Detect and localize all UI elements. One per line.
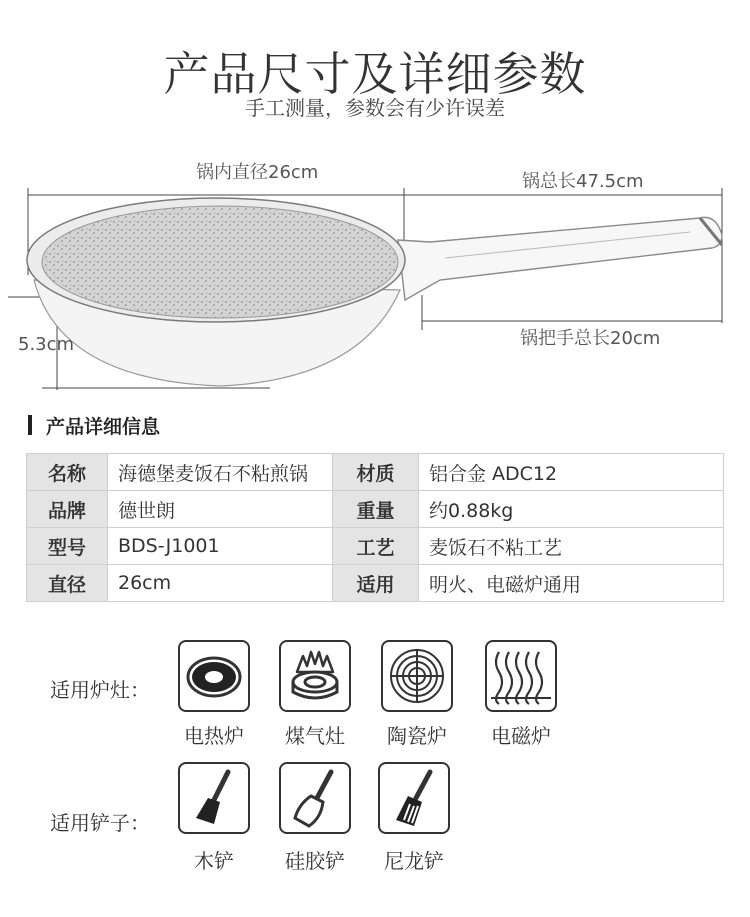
electric-hotplate-icon: [178, 640, 250, 712]
spec-value: 铝合金 ADC12: [419, 454, 724, 491]
details-heading-text: 产品详细信息: [46, 415, 161, 438]
spatula-label: 硅胶铲: [285, 849, 345, 873]
spec-key: 品牌: [27, 491, 108, 528]
ceramic-cooktop-icon: [381, 640, 453, 712]
spec-value: 明火、电磁炉通用: [419, 565, 724, 602]
pan-cooking-surface: [42, 206, 398, 318]
spec-value: 麦饭石不粘工艺: [419, 528, 724, 565]
spec-value: 26cm: [108, 565, 333, 602]
handle-length-label: 锅把手总长20cm: [520, 328, 661, 349]
spec-key: 适用: [333, 565, 419, 602]
table-row: [27, 454, 724, 491]
details-section-heading: [28, 412, 160, 438]
spec-value: 德世朗: [108, 491, 333, 528]
pan-handle: [398, 217, 722, 300]
total-length-label: 锅总长47.5cm: [522, 171, 644, 192]
spec-value: BDS-J1001: [108, 528, 333, 565]
gas-burner-icon: [279, 640, 351, 712]
table-row: [27, 491, 724, 528]
height-label: 5.3cm: [18, 334, 75, 355]
table-row: [27, 528, 724, 565]
page-title: 产品尺寸及详细参数: [163, 47, 587, 101]
wooden-spatula-icon: [178, 762, 250, 834]
table-row: [27, 565, 724, 602]
stove-label: 陶瓷炉: [387, 724, 447, 748]
spatulas-label: 适用铲子：: [50, 811, 150, 835]
stove-label: 电热炉: [184, 724, 244, 748]
spec-table: [26, 453, 724, 602]
heading-bar: [28, 415, 32, 435]
spec-key: 工艺: [333, 528, 419, 565]
spatula-label: 木铲: [194, 849, 234, 873]
spec-key: 直径: [27, 565, 108, 602]
spec-key: 名称: [27, 454, 108, 491]
spec-value: 海德堡麦饭石不粘煎锅: [108, 454, 333, 491]
page-subtitle: 手工测量，参数会有少许误差: [245, 96, 505, 120]
stove-label: 电磁炉: [491, 724, 551, 748]
spatula-label: 尼龙铲: [384, 849, 444, 873]
stoves-label: 适用炉灶：: [50, 678, 150, 702]
spec-key: 重量: [333, 491, 419, 528]
induction-cooker-icon: [485, 640, 557, 712]
stove-label: 煤气灶: [285, 724, 345, 748]
inner-diameter-label: 锅内直径26cm: [196, 162, 319, 183]
spec-key: 材质: [333, 454, 419, 491]
spec-value: 约0.88kg: [419, 491, 724, 528]
nylon-spatula-icon: [378, 762, 450, 834]
silicone-spatula-icon: [279, 762, 351, 834]
spec-key: 型号: [27, 528, 108, 565]
